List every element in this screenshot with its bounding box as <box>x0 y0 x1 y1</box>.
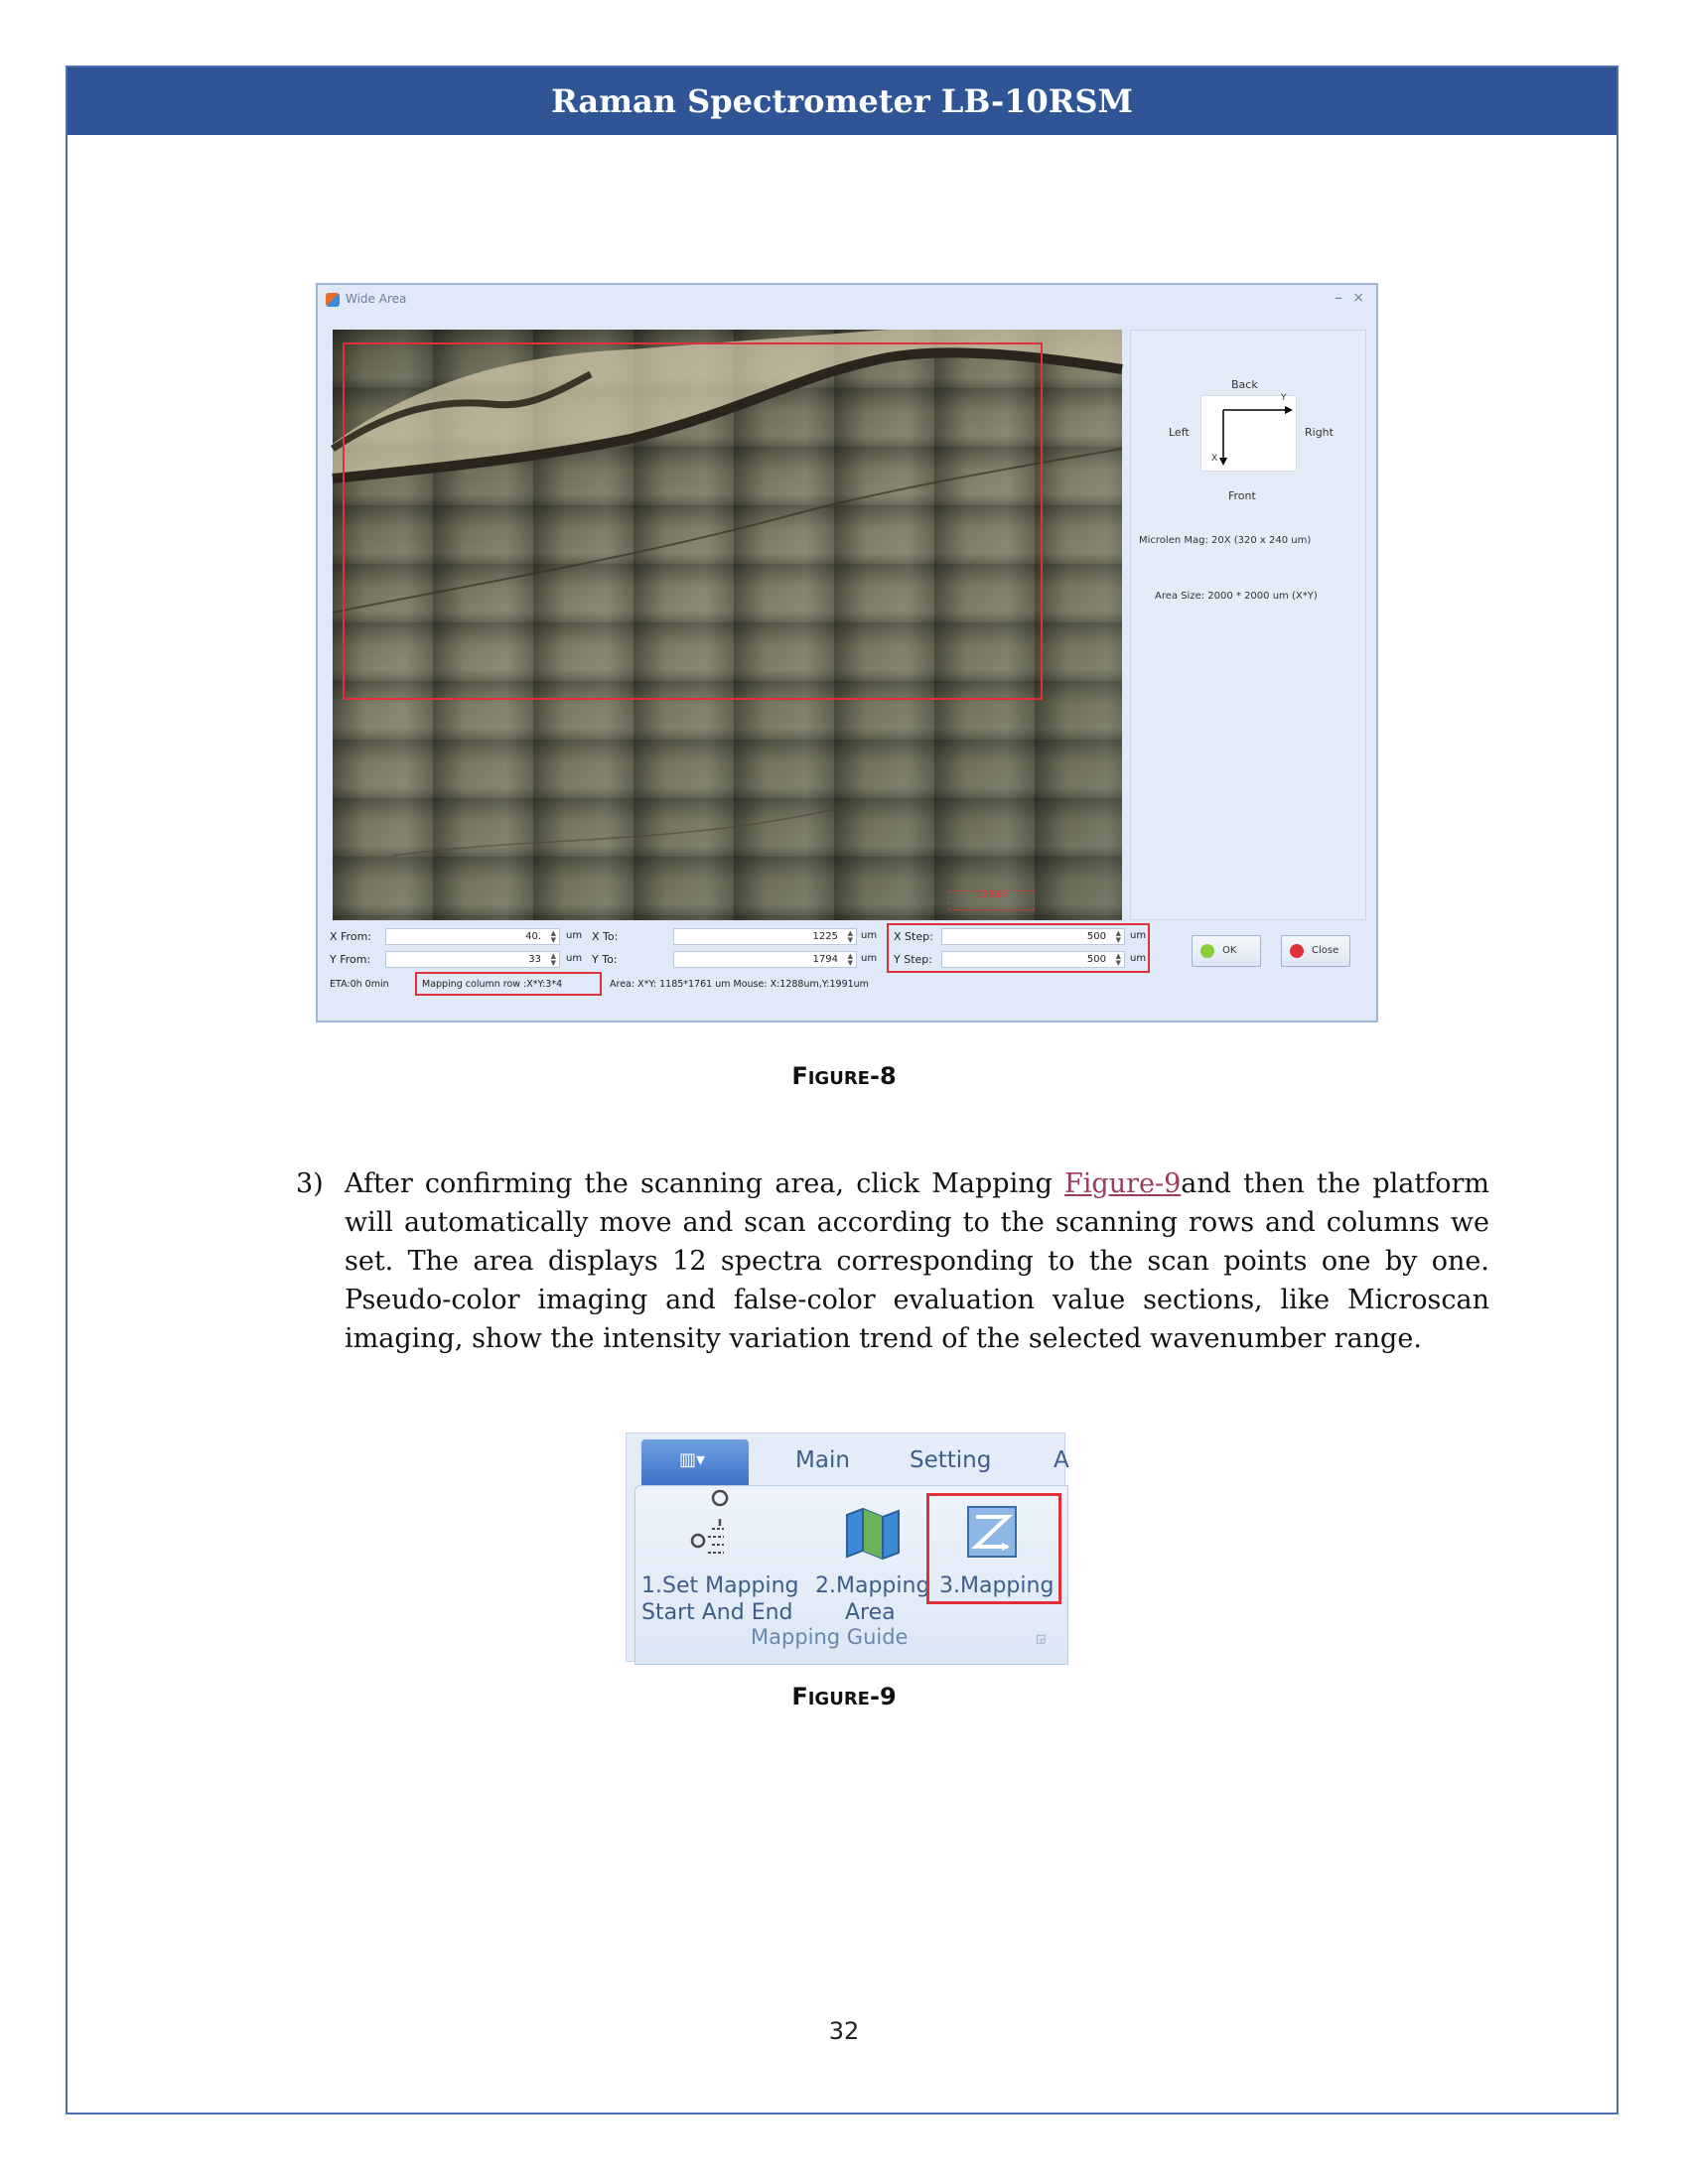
menu-dropdown-icon: ▥▾ <box>679 1449 706 1470</box>
tab-setting[interactable]: Setting <box>910 1447 992 1473</box>
figure-9-link[interactable]: Figure-9 <box>1064 1168 1182 1199</box>
ok-button[interactable] <box>1192 935 1261 967</box>
mapping-grid-text: Mapping column row :X*Y:3*4 <box>422 979 563 990</box>
mapping-button-highlight <box>926 1493 1061 1604</box>
document-header: Raman Spectrometer LB-10RSM <box>68 68 1617 135</box>
set-mapping-label-line1[interactable]: 1.Set Mapping <box>641 1573 799 1598</box>
mapping-label[interactable]: 3.Mapping <box>939 1573 1055 1598</box>
x-to-label: X To: <box>592 930 619 943</box>
x-to-input[interactable] <box>673 928 857 945</box>
spin-arrows-icon[interactable]: ▲ ▼ <box>1115 929 1121 944</box>
scale-bar: 100um <box>948 890 1035 910</box>
figure-9-caption <box>0 1683 1688 1710</box>
area-size-text: Area Size: 2000 * 2000 um (X*Y) <box>1155 591 1318 602</box>
mapping-area-label-line2[interactable]: Area <box>845 1600 896 1625</box>
folded-map-icon <box>843 1505 903 1563</box>
window-titlebar <box>318 285 1376 315</box>
unit-label: um <box>566 930 583 941</box>
eta-text: ETA:0h 0min <box>330 979 389 990</box>
set-mapping-label-line2[interactable]: Start And End <box>641 1600 793 1625</box>
paragraph-text-end: and then the platform will automatically move and scan according to the scanning rows and columns we set. The area displays 12 spectra corresponding to the scan points one by one. Pseudo-color imaging and false-color evaluation value sections, like Microscan imaging, show the intensity variation trend of the selected wavenumber range. <box>345 1168 1489 1354</box>
close-icon[interactable]: × <box>1352 290 1364 306</box>
caption-smallcaps: IGURE <box>807 1689 870 1709</box>
app-menu-button[interactable] <box>641 1439 749 1485</box>
ok-button-label: OK <box>1222 945 1237 956</box>
y-from-input[interactable] <box>385 951 560 968</box>
mapping-ribbon <box>626 1433 1069 1662</box>
paragraph-text-start: After confirming the scanning area, click Mapping <box>345 1168 1065 1199</box>
ok-icon <box>1200 944 1214 958</box>
mapping-area-label-line1[interactable]: 2.Mapping <box>815 1573 930 1598</box>
y-to-input[interactable] <box>673 951 857 968</box>
unit-label: um <box>566 953 583 964</box>
x-from-label: X From: <box>330 930 371 943</box>
microscope-mosaic-image[interactable] <box>333 330 1122 920</box>
spin-arrows-icon[interactable]: ▲ ▼ <box>847 952 853 967</box>
y-from-value: 33 <box>528 954 541 965</box>
x-to-value: 1225 <box>812 931 838 942</box>
close-button-label: Close <box>1312 945 1339 956</box>
y-step-label: Y Step: <box>894 953 932 966</box>
minimize-button[interactable]: – <box>1335 288 1342 307</box>
caption-smallcaps: IGURE <box>807 1068 870 1089</box>
axis-diagram <box>1200 395 1297 472</box>
mapping-guide-group-label: Mapping Guide <box>751 1625 909 1649</box>
direction-right-label: Right <box>1305 426 1334 439</box>
step-3-paragraph <box>345 1164 1489 1358</box>
close-circle-icon <box>1290 944 1304 958</box>
area-mouse-text: Area: X*Y: 1185*1761 um Mouse: X:1288um,Y:1991um <box>610 979 869 990</box>
selected-scan-area[interactable] <box>343 342 1043 700</box>
spin-arrows-icon[interactable]: ▲ ▼ <box>550 952 556 967</box>
spin-arrows-icon[interactable]: ▲ ▼ <box>847 929 853 944</box>
wide-area-window <box>316 283 1378 1023</box>
mapping-highlight-box <box>415 972 602 996</box>
spin-arrows-icon[interactable]: ▲ ▼ <box>1115 952 1121 967</box>
unit-label: um <box>861 953 878 964</box>
app-icon <box>326 293 340 307</box>
unit-label: um <box>1130 930 1147 941</box>
direction-left-label: Left <box>1169 426 1190 439</box>
y-to-value: 1794 <box>812 954 838 965</box>
page-number: 32 <box>828 2017 860 2045</box>
y-axis-label: Y <box>1281 393 1287 403</box>
caption-prefix: F <box>791 1062 808 1090</box>
tab-partial[interactable]: A <box>1054 1447 1069 1473</box>
direction-front-label: Front <box>1228 489 1256 502</box>
figure-8-caption <box>0 1062 1688 1090</box>
caption-suffix: -9 <box>869 1683 897 1710</box>
x-step-label: X Step: <box>894 930 933 943</box>
window-title: Wide Area <box>346 292 407 306</box>
orientation-panel <box>1130 330 1366 920</box>
step-highlight-box <box>887 923 1150 973</box>
x-from-value: 40. <box>525 931 541 942</box>
y-from-label: Y From: <box>330 953 371 966</box>
route-pin-icon <box>686 1501 742 1563</box>
close-button[interactable] <box>1281 935 1350 967</box>
spin-arrows-icon[interactable]: ▲ ▼ <box>550 929 556 944</box>
unit-label: um <box>861 930 878 941</box>
direction-back-label: Back <box>1231 378 1258 391</box>
x-from-input[interactable] <box>385 928 560 945</box>
y-step-value: 500 <box>1086 954 1106 965</box>
x-axis-label: X <box>1211 454 1218 464</box>
unit-label: um <box>1130 953 1147 964</box>
y-to-label: Y To: <box>592 953 618 966</box>
microlen-mag-text: Microlen Mag: 20X (320 x 240 um) <box>1139 535 1312 546</box>
tab-main[interactable]: Main <box>795 1447 850 1473</box>
caption-prefix: F <box>791 1683 808 1710</box>
step-number: 3) <box>296 1168 324 1199</box>
dialog-launcher-icon[interactable]: ◲ <box>1036 1632 1047 1645</box>
x-step-value: 500 <box>1086 931 1106 942</box>
caption-suffix: -8 <box>869 1062 897 1090</box>
